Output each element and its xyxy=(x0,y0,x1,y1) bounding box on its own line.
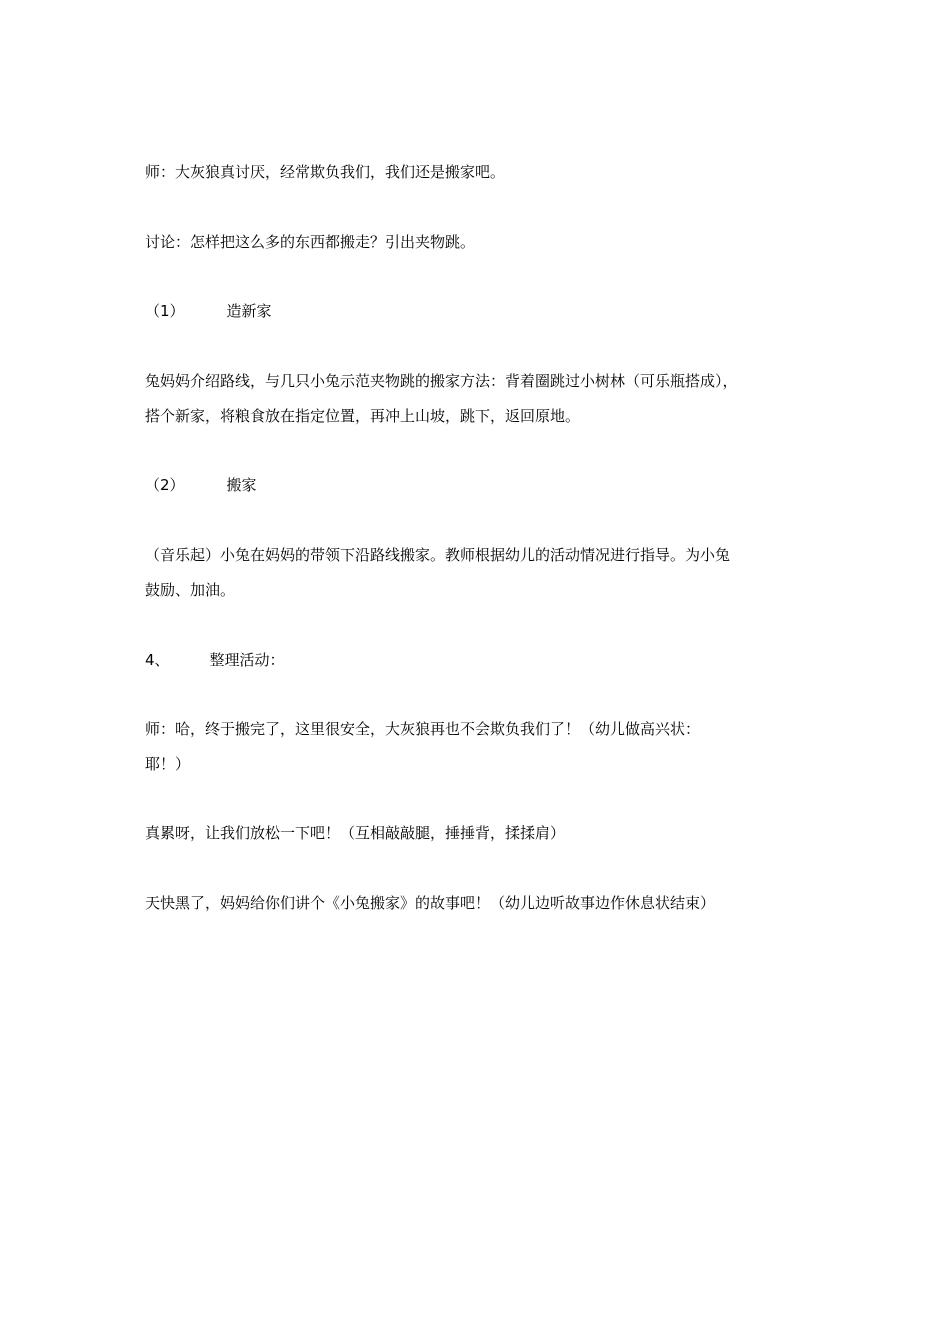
item-2-number: （2） xyxy=(145,476,185,494)
item-1-heading xyxy=(145,301,272,321)
relax-line: 真累呀，让我们放松一下吧！（互相敲敲腿，捶捶背，揉揉肩） xyxy=(145,824,566,842)
discussion-line: 讨论：怎样把这么多的东西都搬走？引出夹物跳。 xyxy=(145,233,476,251)
item-2-title: 搬家 xyxy=(226,476,257,494)
route-intro-line-1: 兔妈妈介绍路线，与几只小兔示范夹物跳的搬家方法：背着圈跳过小树林（可乐瓶搭成）， xyxy=(145,372,738,390)
route-intro-line-2: 搭个新家，将粮食放在指定位置，再冲上山坡，跳下，返回原地。 xyxy=(145,407,581,425)
item-2-heading xyxy=(145,475,257,495)
section-4-heading xyxy=(145,650,285,670)
teacher-line-done-1: 师：哈，终于搬完了，这里很安全，大灰狼再也不会欺负我们了！（幼儿做高兴状： xyxy=(145,720,701,738)
section-4-title: 整理活动： xyxy=(209,651,285,669)
teacher-line-done-2: 耶！） xyxy=(145,755,191,773)
item-1-title: 造新家 xyxy=(226,302,272,320)
item-1-number: （1） xyxy=(145,302,185,320)
section-4-number: 4、 xyxy=(145,651,170,669)
teacher-line-move-house: 师：大灰狼真讨厌，经常欺负我们，我们还是搬家吧。 xyxy=(145,163,506,181)
story-line: 天快黑了，妈妈给你们讲个《小兔搬家》的故事吧！（幼儿边听故事边作休息状结束） xyxy=(145,894,716,912)
music-line-1: （音乐起）小兔在妈妈的带领下沿路线搬家。教师根据幼儿的活动情况进行指导。为小兔 xyxy=(145,546,731,564)
music-line-2: 鼓励、加油。 xyxy=(145,581,236,599)
